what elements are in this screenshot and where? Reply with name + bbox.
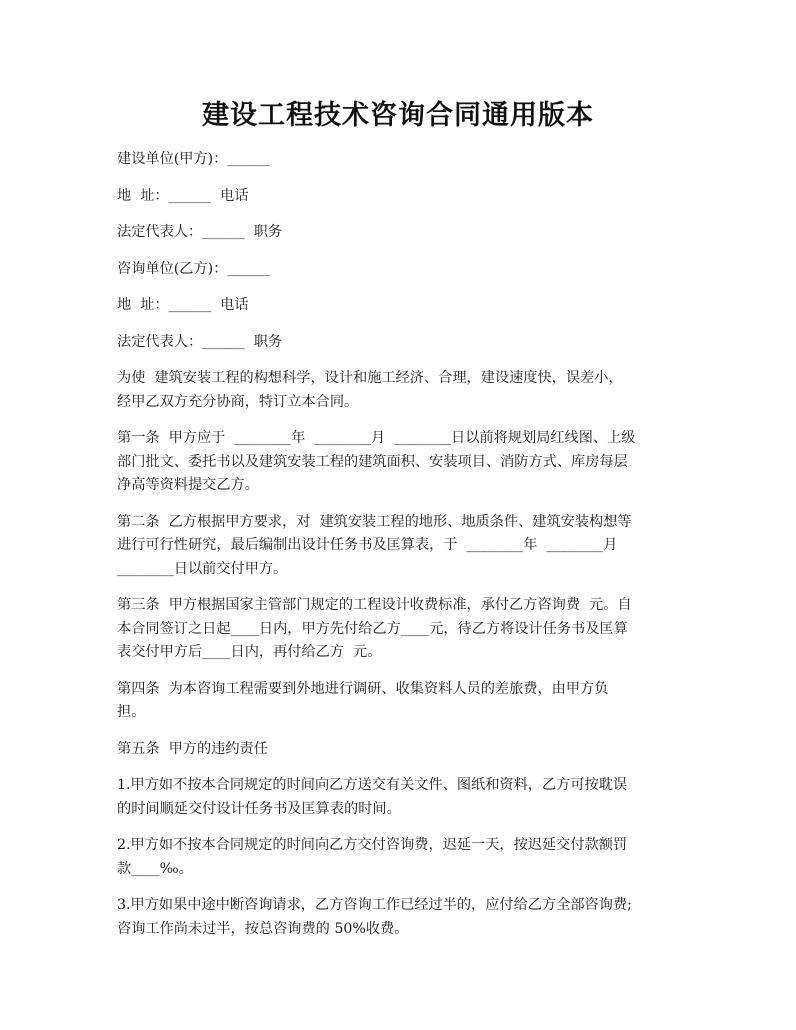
paragraph-article-1: 第一条 甲方应于 ________年 ________月 ________日以前将规划局红线图、上级 部门批文、委托书以及建筑安装工程的建筑面积、安装项目、消防方式、库房每层 净高等资料提交乙方。 <box>117 430 636 493</box>
paragraph-party-a-unit: 建设单位(甲方)：______ <box>117 151 270 167</box>
paragraph-article-4: 第四条 为本咨询工程需要到外地进行调研、收集资料人员的差旅费，由甲方负 担。 <box>117 680 609 720</box>
paragraph-party-b-unit: 咨询单位(乙方)：______ <box>117 260 270 277</box>
paragraph-article-5-item-3: 3.甲方如果中途中断咨询请求，乙方咨询工作已经过半的，应付给乙方全部咨询费; 咨询工作尚未过半，按总咨询费的 50%收费。 <box>117 897 632 937</box>
paragraph-article-5-item-2: 2.甲方如不按本合同规定的时间向乙方交付咨询费，迟延一天，按迟延交付款额罚 款____‰。 <box>117 837 628 877</box>
paragraph-article-2: 第二条 乙方根据甲方要求，对 建筑安装工程的地形、地质条件、建筑安装构想等 进行可行性研究，最后编制出设计任务书及匡算表，于 ________年 ________月 ________日以前交付甲方。 <box>117 513 632 577</box>
paragraph-article-5-heading: 第五条 甲方的违约责任 <box>117 740 268 757</box>
paragraph-party-b-address: 地 址：______ 电话 <box>117 297 249 313</box>
paragraph-party-a-address: 地 址：______ 电话 <box>117 187 249 204</box>
document-title: 建设工程技术咨询合同通用版本 <box>202 100 594 131</box>
paragraph-party-a-representative: 法定代表人：______ 职务 <box>117 224 283 240</box>
paragraph-preamble: 为使 建筑安装工程的构想科学，设计和施工经济、合理，建设速度快，误差小， 经甲乙双方充分协商，特订立本合同。 <box>117 370 623 410</box>
paragraph-article-5-item-1: 1.甲方如不按本合同规定的时间向乙方送交有关文件、图纸和资料，乙方可按耽误 的时间顺延交付设计任务书及匡算表的时间。 <box>117 777 628 817</box>
paragraph-party-b-representative: 法定代表人：______ 职务 <box>117 333 283 350</box>
paragraph-article-3: 第三条 甲方根据国家主管部门规定的工程设计收费标准，承付乙方咨询费 元。自 本合同签订之日起____日内，甲方先付给乙方____元，待乙方将设计任务书及匡算 表交付甲方后____日内，再付给乙方 元。 <box>117 597 632 660</box>
document-body <box>117 148 689 954</box>
